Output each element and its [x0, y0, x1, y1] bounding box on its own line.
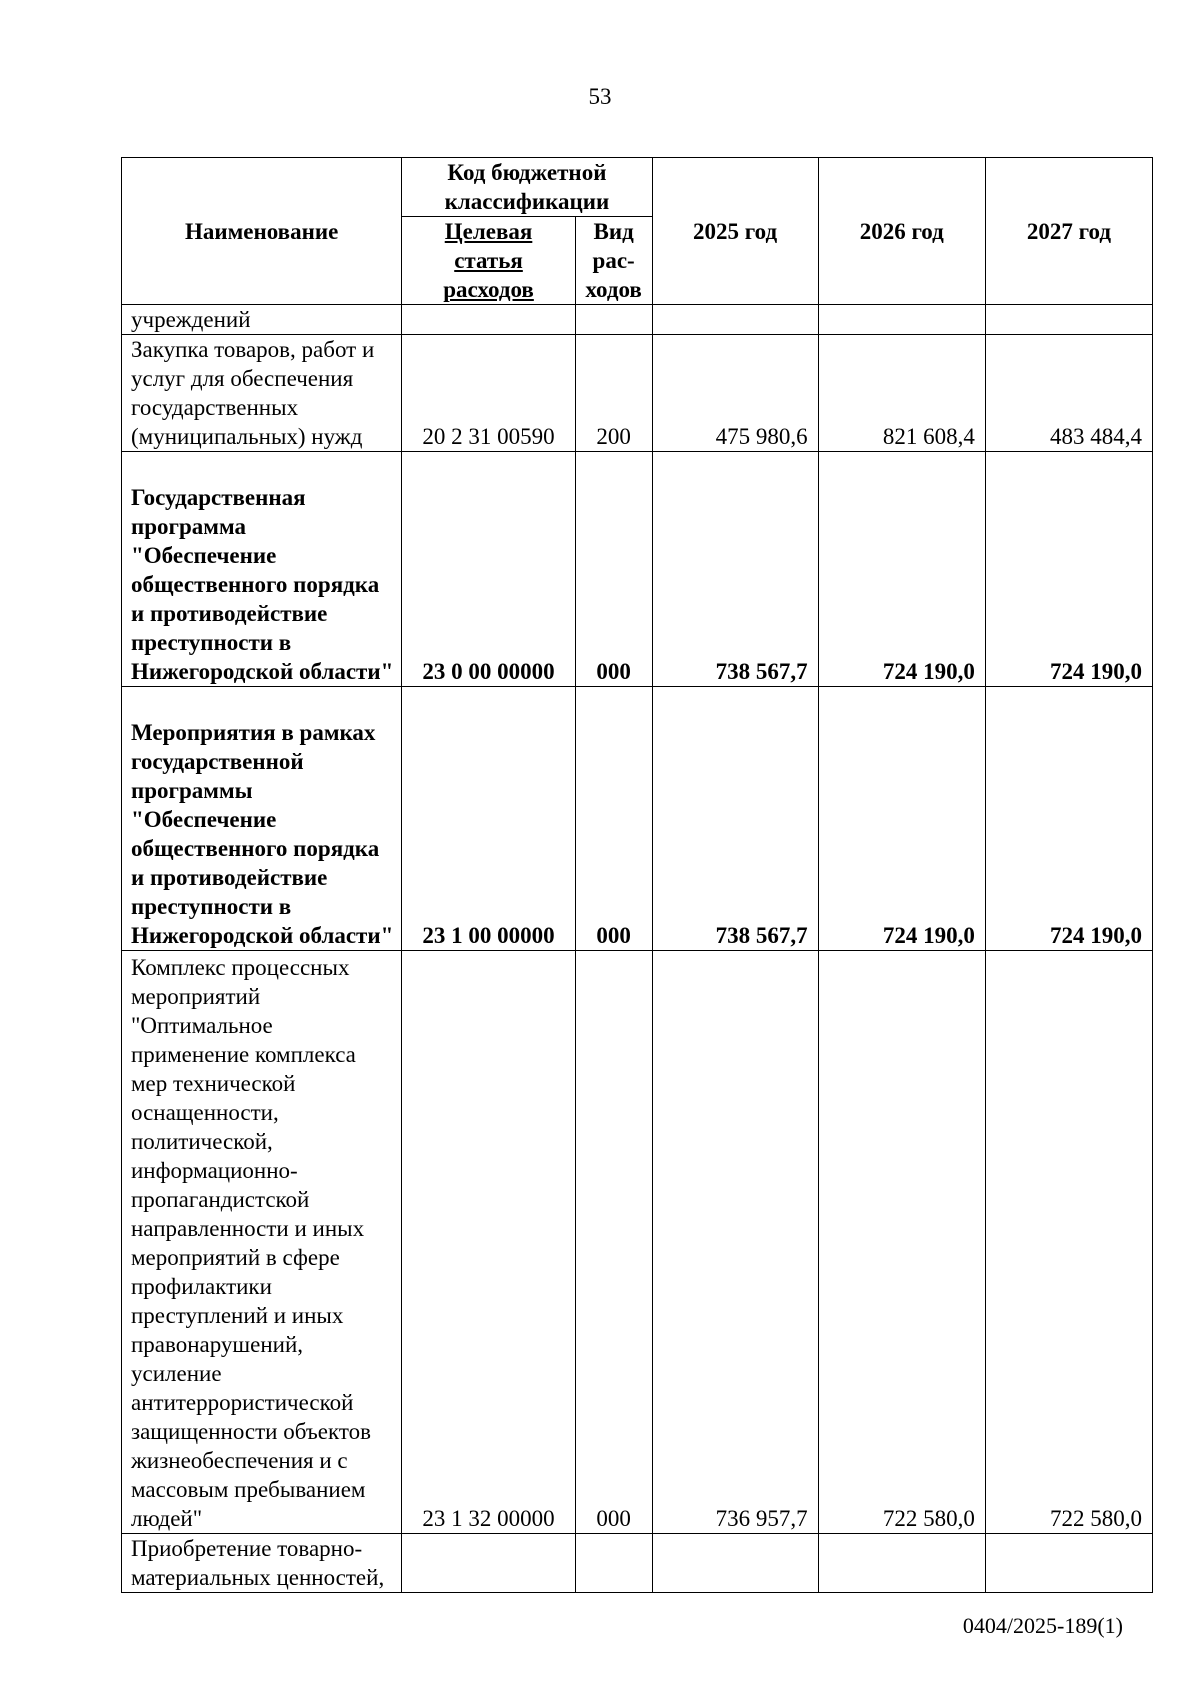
row-name: Приобретение товарно-материальных ценностей,	[122, 1534, 402, 1593]
row-2025: 738 567,7	[652, 452, 818, 687]
table-row	[122, 335, 1153, 452]
row-expense-type	[575, 305, 652, 335]
table-row	[122, 951, 1153, 1534]
row-2025: 736 957,7	[652, 951, 818, 1534]
table-row	[122, 1534, 1153, 1593]
row-2027: 724 190,0	[985, 452, 1152, 687]
table-row	[122, 305, 1153, 335]
row-2027	[985, 1534, 1152, 1593]
row-2026	[818, 1534, 985, 1593]
header-2027: 2027 год	[985, 158, 1152, 305]
row-name: Государственная программа "Обеспечение общественного порядка и противодействие преступности в Нижегородской области"	[122, 452, 402, 687]
header-2025: 2025 год	[652, 158, 818, 305]
row-expense-type: 000	[575, 951, 652, 1534]
row-2025: 475 980,6	[652, 335, 818, 452]
row-name: Мероприятия в рамках государственной программы "Обеспечение общественного порядка и противодействие преступности в Нижегородской области"	[122, 687, 402, 951]
row-2025: 738 567,7	[652, 687, 818, 951]
row-2026: 724 190,0	[818, 452, 985, 687]
row-2026: 821 608,4	[818, 335, 985, 452]
row-target-code: 23 0 00 00000	[402, 452, 575, 687]
table-row	[122, 687, 1153, 951]
header-kbk-group: Код бюджетной классификации	[402, 158, 652, 217]
table-row	[122, 452, 1153, 687]
row-name: учреждений	[122, 305, 402, 335]
row-2025	[652, 305, 818, 335]
row-2027	[985, 305, 1152, 335]
header-target-article: Целевая статья расходов	[402, 217, 575, 305]
row-2027: 483 484,4	[985, 335, 1152, 452]
row-2027: 722 580,0	[985, 951, 1152, 1534]
row-target-code: 23 1 32 00000	[402, 951, 575, 1534]
row-name: Комплекс процессных мероприятий "Оптимальное применение комплекса мер технической оснащенности, политической, информационно-пропагандистской направленности и иных мероприятий в сфере профилактики преступлений и иных правонарушений, усиление антитеррористической защищенности объектов жизнеобеспечения и с массовым пребыванием людей"	[122, 951, 402, 1534]
row-expense-type: 000	[575, 687, 652, 951]
header-expense-type: Вид рас-ходов	[575, 217, 652, 305]
row-target-code: 23 1 00 00000	[402, 687, 575, 951]
budget-table	[121, 157, 1153, 1593]
page-number: 53	[588, 84, 612, 109]
row-name: Закупка товаров, работ и услуг для обеспечения государственных (муниципальных) нужд	[122, 335, 402, 452]
row-target-code	[402, 305, 575, 335]
document-id: 0404/2025-189(1)	[962, 1613, 1123, 1638]
row-2027: 724 190,0	[985, 687, 1152, 951]
row-2026: 724 190,0	[818, 687, 985, 951]
header-2026: 2026 год	[818, 158, 985, 305]
row-expense-type: 200	[575, 335, 652, 452]
header-name: Наименование	[122, 158, 402, 305]
row-expense-type: 000	[575, 452, 652, 687]
row-target-code	[402, 1534, 575, 1593]
row-expense-type	[575, 1534, 652, 1593]
row-2026	[818, 305, 985, 335]
row-target-code: 20 2 31 00590	[402, 335, 575, 452]
row-2026: 722 580,0	[818, 951, 985, 1534]
row-2025	[652, 1534, 818, 1593]
